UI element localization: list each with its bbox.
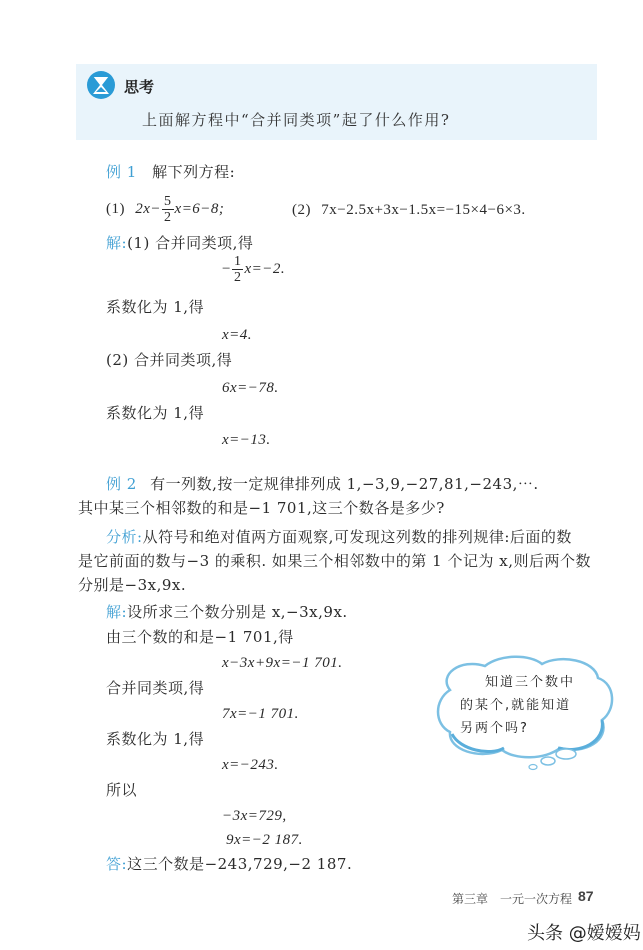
step1-equation-rest: x=−2.: [244, 260, 286, 277]
example1-step1-equation: [222, 254, 285, 285]
example2-answer: [106, 854, 352, 874]
think-title: 思考: [124, 78, 155, 96]
example2-equation1: x−3x+9x=−1 701.: [222, 655, 343, 671]
fraction-numerator: 1: [233, 254, 242, 269]
fraction-denominator: 2: [164, 210, 172, 225]
fraction-5-2: [162, 194, 174, 225]
problem1-lhs-post: x=6−8;: [174, 200, 225, 217]
example2-solution-line1: [106, 602, 348, 622]
solution-label: 解:: [106, 234, 128, 252]
example2-solution-line5: 所以: [106, 781, 138, 799]
example2-line1-text: 有一列数,按一定规律排列成 1,−3,9,−27,81,−243,⋯.: [150, 475, 539, 493]
example1-label: 例 1: [106, 163, 137, 181]
think-question: 上面解方程中“合并同类项”起了什么作用?: [142, 111, 451, 129]
example1-prompt: 解下列方程:: [152, 163, 236, 181]
watermark: 头条 @嫒嫒妈: [527, 923, 641, 944]
problem2-index: (2): [292, 202, 311, 218]
solution-line1-text: 设所求三个数分别是 x,−3x,9x.: [127, 603, 348, 621]
example2-equation5: 9x=−2 187.: [226, 832, 303, 848]
example1-step2-equation: 6x=−78.: [222, 380, 279, 396]
answer-text: 这三个数是−243,729,−2 187.: [127, 855, 353, 873]
example2-solution-line3: 合并同类项,得: [106, 679, 205, 697]
example1-problem2: [292, 200, 526, 220]
solution-label: 解:: [106, 603, 128, 621]
problem1-index: (1): [106, 200, 125, 217]
example2-line1: [106, 474, 539, 494]
think-box: [76, 64, 597, 140]
example2-solution-line2: 由三个数的和是−1 701,得: [106, 628, 294, 646]
analysis-label: 分析:: [106, 528, 143, 546]
step1-intro-text: (1) 合并同类项,得: [127, 234, 254, 252]
example2-equation4: −3x=729,: [222, 808, 287, 824]
cloud-line3: 另两个吗?: [460, 721, 529, 736]
cloud-line2: 的某个,就能知道: [460, 698, 572, 713]
example1-step1-coef: 系数化为 1,得: [106, 298, 205, 316]
example2-line2: 其中某三个相邻数的和是−1 701,这三个数各是多少?: [78, 499, 445, 517]
minus-sign: −: [222, 260, 231, 277]
problem1-lhs-pre: 2x−: [135, 200, 162, 217]
cloud-line1: 知道三个数中: [485, 675, 576, 690]
thought-cloud: [430, 650, 620, 775]
hourglass-icon: [86, 70, 116, 100]
analysis-line1-text: 从符号和绝对值两方面观察,可发现这列数的排列规律:后面的数: [142, 528, 572, 546]
analysis-line2: 是它前面的数与−3 的乘积. 如果三个相邻数中的第 1 个记为 x,则后两个数: [78, 552, 591, 570]
example2-solution-line4: 系数化为 1,得: [106, 730, 205, 748]
example2-equation2: 7x=−1 701.: [222, 706, 299, 722]
answer-label: 答:: [106, 855, 128, 873]
example2-label: 例 2: [106, 475, 137, 493]
analysis-line3: 分别是−3x,9x.: [78, 576, 187, 594]
fraction-numerator: 5: [164, 194, 172, 209]
problem2-equation: 7x−2.5x+3x−1.5x=−15×4−6×3.: [321, 202, 526, 218]
footer-chapter: 第三章 一元一次方程: [452, 892, 573, 906]
example1-problem1: [106, 194, 224, 225]
fraction-1-2: [232, 254, 244, 285]
example1-step1-result: x=4.: [222, 327, 253, 343]
analysis-line1: [106, 527, 572, 547]
fraction-denominator: 2: [233, 270, 242, 285]
example1-step1-intro: [106, 233, 253, 253]
example1-step2-result: x=−13.: [222, 432, 271, 448]
example1-heading: [106, 162, 235, 182]
example2-equation3: x=−243.: [222, 757, 279, 773]
example1-step2-intro: (2) 合并同类项,得: [106, 351, 233, 369]
page-number: 87: [578, 888, 594, 904]
example1-step2-coef: 系数化为 1,得: [106, 404, 205, 422]
